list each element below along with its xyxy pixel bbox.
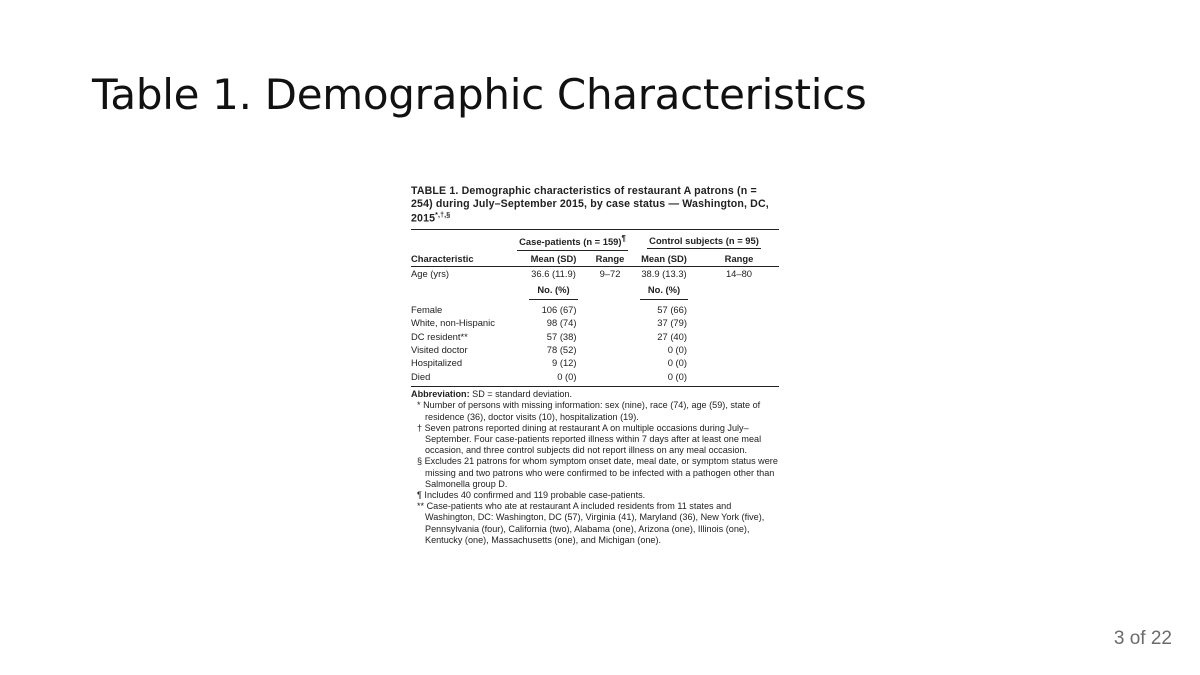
abbreviation-note — [411, 389, 779, 400]
table-row — [411, 343, 779, 356]
row-label: Hospitalized — [411, 357, 463, 369]
row-case-value: 0 (0) — [557, 370, 577, 382]
abbreviation-label: Abbreviation: — [411, 389, 470, 400]
footnote-text: Excludes 21 patrons for whom symptom onset date, meal date, or symptom status were missing and two patrons who were confirmed to be infected with a pathogen other than Salmonella group D. — [424, 456, 778, 489]
table-footnotes — [411, 389, 779, 546]
demographics-table — [411, 229, 779, 387]
table-row-age — [411, 266, 779, 280]
footnote-mark: ** — [417, 501, 425, 512]
age-control-range: 14–80 — [725, 267, 753, 279]
footnote-mark: * — [417, 400, 421, 411]
row-label: White, non-Hispanic — [411, 317, 495, 329]
age-case-range: 9–72 — [599, 267, 621, 279]
age-case-mean: 36.6 (11.9) — [531, 267, 576, 279]
footnote-mark: § — [417, 456, 423, 467]
abbreviation-text: SD = standard deviation. — [469, 389, 572, 400]
row-control-value: 37 (79) — [657, 317, 687, 329]
footnote — [411, 400, 779, 422]
footnote — [411, 456, 779, 490]
table-row — [411, 316, 779, 329]
table-caption-marks: *,†,§ — [435, 212, 451, 219]
group-case-patients — [516, 230, 629, 251]
footnote — [411, 501, 779, 546]
col-case-range: Range — [591, 251, 629, 267]
footnote-text: Seven patrons reported dining at restaurant A on multiple occasions during July–September. Four case-patients reported illness within 7 days after at least one meal occasion, and three control subjects did not report illness on any meal occasion. — [424, 422, 762, 456]
col-characteristic: Characteristic — [411, 251, 516, 267]
group-control-label: Control subjects (n = 95) — [647, 234, 761, 249]
column-header-row — [411, 251, 779, 267]
no-pct-header-row — [411, 280, 779, 302]
row-label: Female — [411, 303, 443, 315]
footnote — [411, 423, 779, 457]
row-control-value: 0 (0) — [667, 344, 687, 355]
footnote-text: Includes 40 confirmed and 119 probable case-patients. — [424, 490, 646, 501]
age-label: Age (yrs) — [411, 267, 450, 279]
slide-title: Table 1. Demographic Characteristics — [92, 70, 867, 119]
row-case-value: 57 (38) — [546, 330, 577, 342]
row-label: Visited doctor — [411, 344, 468, 355]
group-control-subjects — [629, 230, 779, 251]
table-figure — [411, 185, 779, 546]
row-case-value: 98 (74) — [546, 317, 577, 329]
page-number: 3 of 22 — [1113, 628, 1172, 649]
group-case-mark: ¶ — [621, 234, 626, 244]
table-row — [411, 330, 779, 343]
footnote — [411, 490, 779, 501]
table-row — [411, 370, 779, 383]
row-control-value: 0 (0) — [667, 370, 687, 382]
group-header-row — [411, 230, 779, 251]
row-label: DC resident** — [411, 330, 468, 342]
table-caption — [411, 185, 779, 225]
table-bottom-rule — [411, 383, 779, 387]
case-no-pct-header: No. (%) — [529, 283, 577, 299]
row-label: Died — [411, 370, 431, 382]
row-case-value: 9 (12) — [552, 357, 577, 369]
footnote-text: Number of persons with missing information: sex (nine), race (74), age (59), state of residence (36), doctor visits (10), hospitalization (19). — [423, 400, 761, 422]
col-case-mean-sd: Mean (SD) — [516, 251, 591, 267]
age-control-mean: 38.9 (13.3) — [641, 267, 687, 279]
row-control-value: 0 (0) — [667, 357, 687, 369]
footnote-text: Case-patients who ate at restaurant A included residents from 11 states and Washington, DC: Washington, DC (57), Virginia (41), Maryland (36), New York (five), Pennsylvania (four), California (two), Alabama (one), Arizona (one), Illinois (one), Kentucky (one), Massachusetts (one), and Michigan (one). — [425, 501, 765, 545]
control-no-pct-header: No. (%) — [640, 283, 688, 299]
row-control-value: 27 (40) — [657, 330, 687, 342]
row-control-value: 57 (66) — [657, 303, 687, 315]
col-control-range: Range — [699, 251, 779, 267]
group-case-label: Case-patients (n = 159) — [519, 236, 622, 248]
table-caption-text: TABLE 1. Demographic characteristics of restaurant A patrons (n = 254) during July–September 2015, by case status — Washington, DC, 2015 — [411, 185, 769, 225]
col-control-mean-sd: Mean (SD) — [629, 251, 699, 267]
row-case-value: 106 (67) — [541, 303, 577, 315]
table-row — [411, 303, 779, 316]
footnote-mark: ¶ — [417, 490, 422, 501]
table-row — [411, 356, 779, 369]
row-case-value: 78 (52) — [546, 344, 577, 355]
footnote-mark: † — [417, 422, 423, 433]
